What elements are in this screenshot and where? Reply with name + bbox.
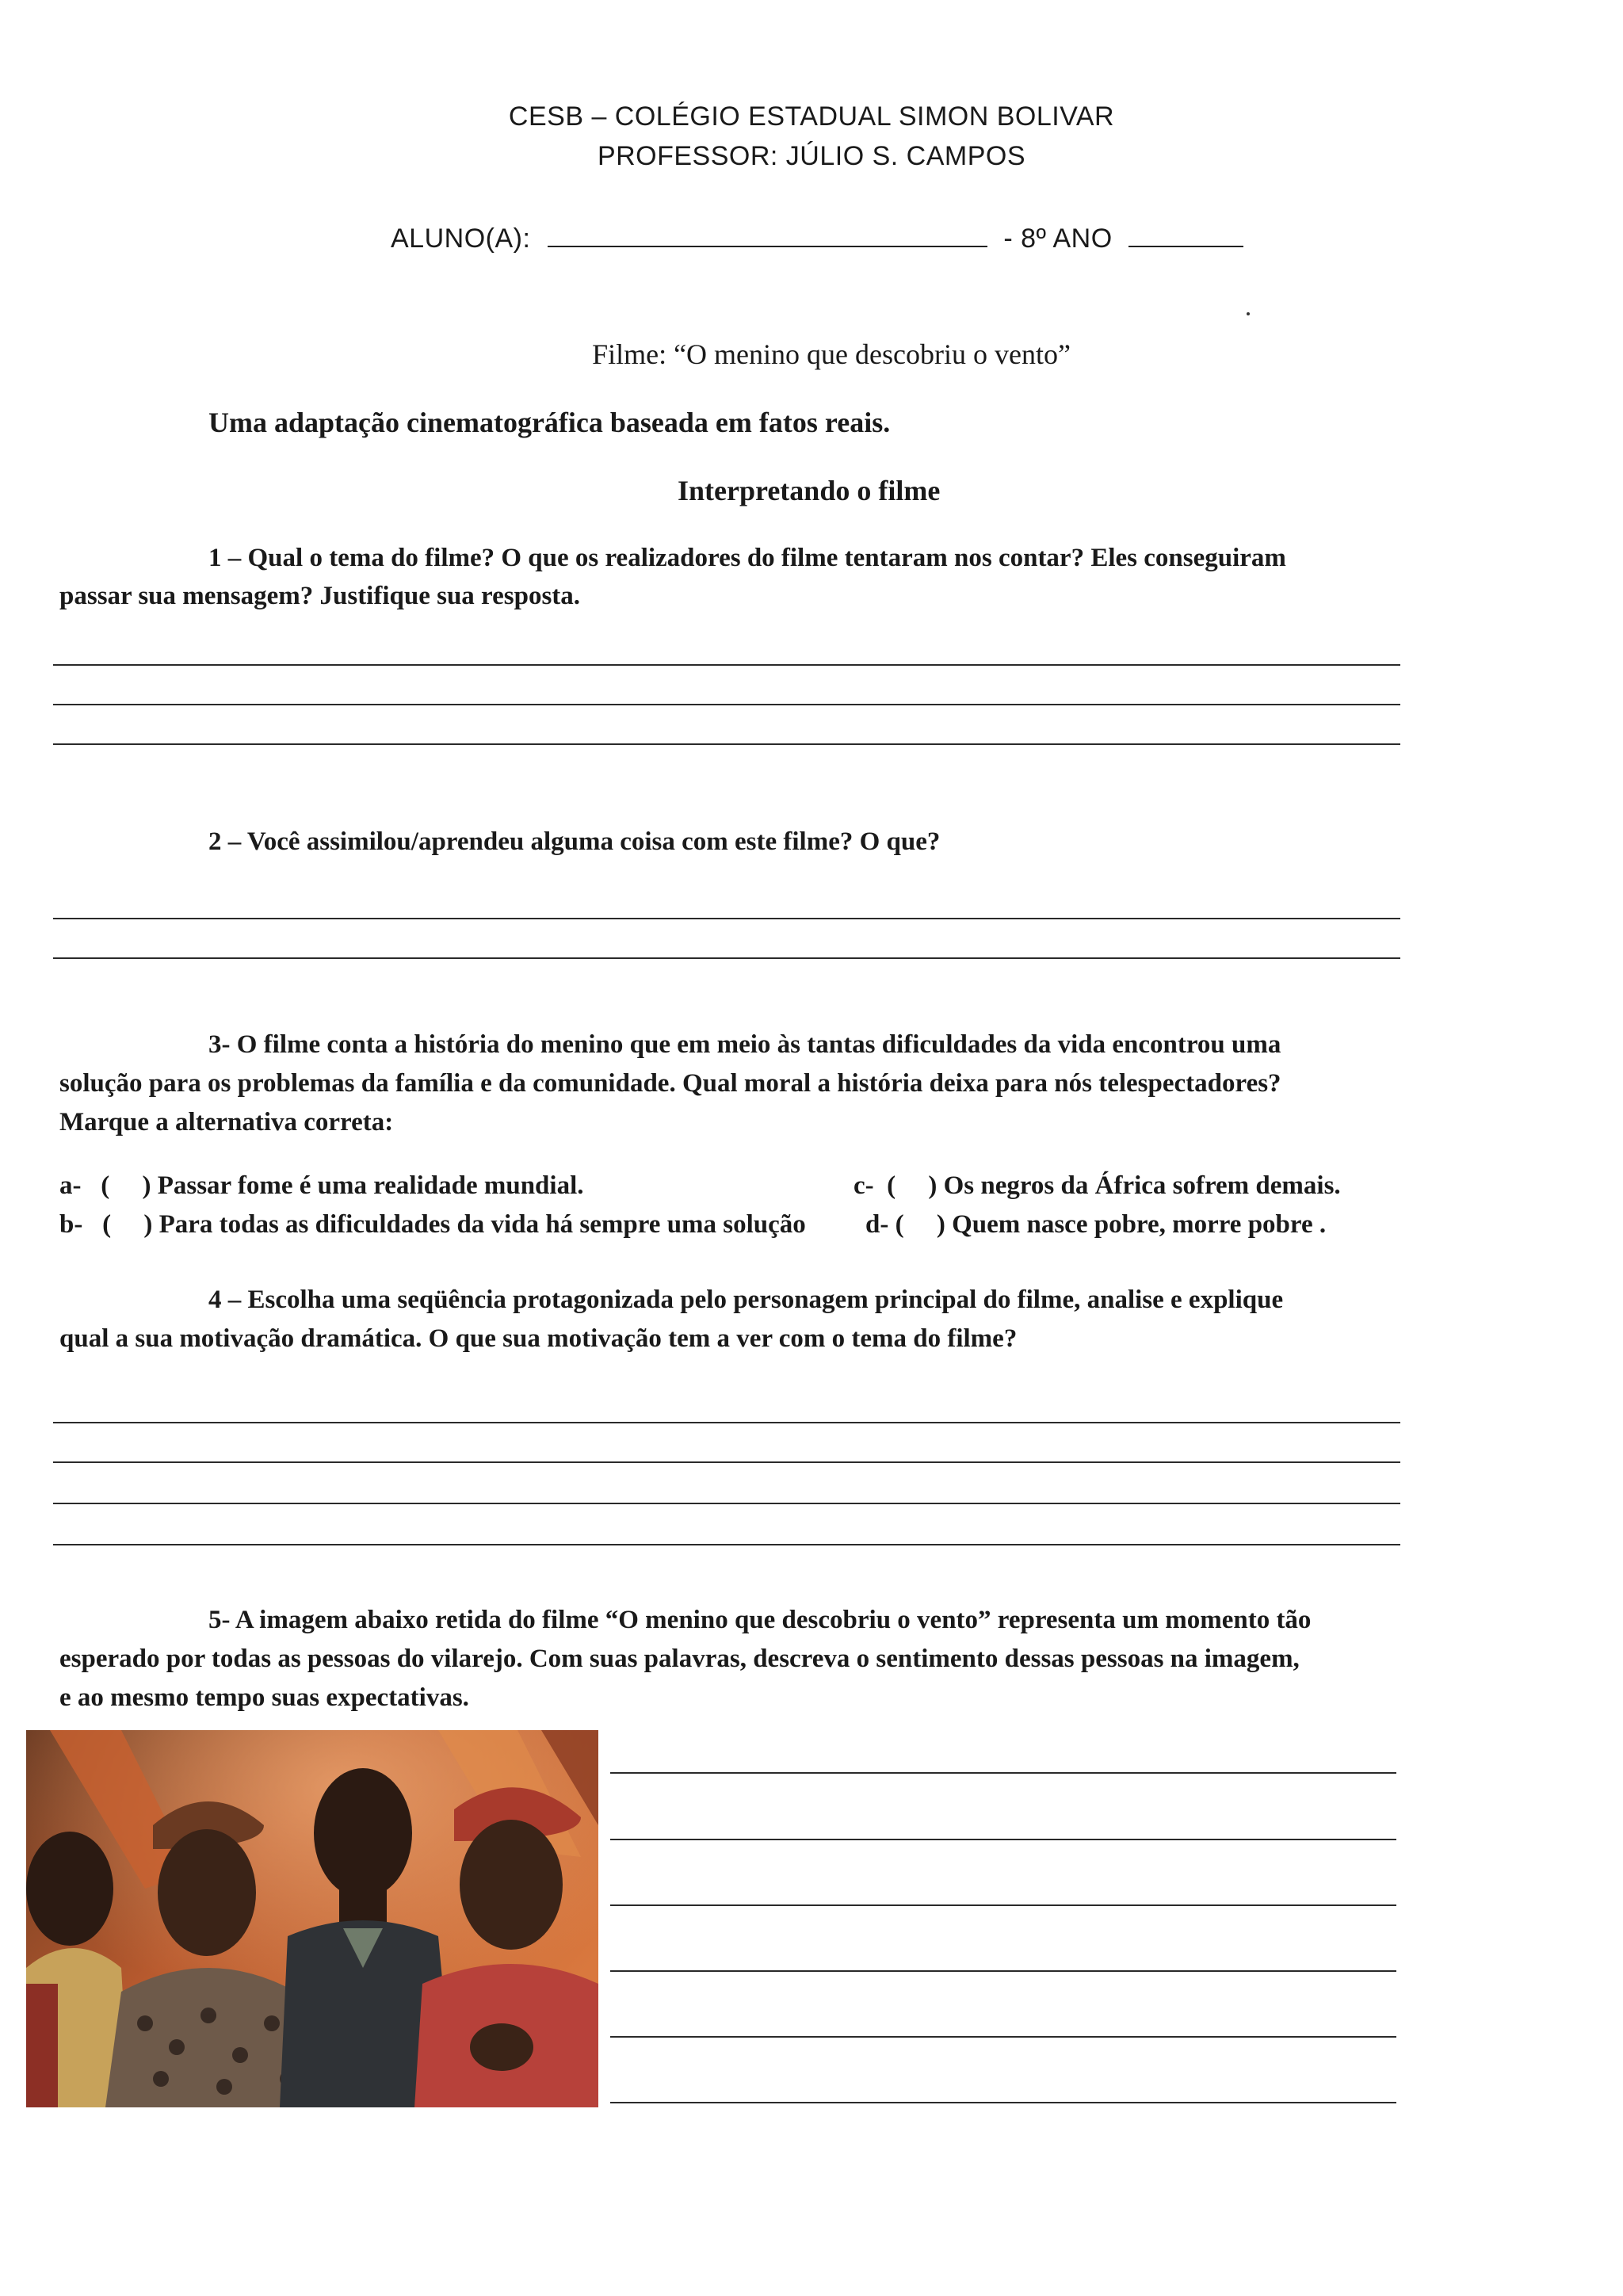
answer-line[interactable] <box>53 664 1400 666</box>
question-3-line-3: Marque a alternativa correta: <box>59 1108 394 1137</box>
question-2: 2 – Você assimilou/aprendeu alguma coisa com este filme? O que? <box>208 827 941 856</box>
film-still-illustration <box>26 1730 598 2107</box>
question-5-line-3: e ao mesmo tempo suas expectativas. <box>59 1683 469 1712</box>
answer-line[interactable] <box>610 1839 1396 1840</box>
option-c[interactable]: c- ( ) Os negros da África sofrem demais. <box>854 1171 1341 1200</box>
question-5-line-2: esperado por todas as pessoas do vilarejo. Com suas palavras, descreva o sentimento dessas pessoas na imagem, <box>59 1645 1300 1673</box>
answer-line[interactable] <box>610 2036 1396 2038</box>
question-3-line-1: 3- O filme conta a história do menino que em meio às tantas dificuldades da vida encontrou uma <box>208 1030 1281 1059</box>
answer-line[interactable] <box>610 1772 1396 1774</box>
answer-line[interactable] <box>53 918 1400 919</box>
film-still-image <box>26 1730 598 2107</box>
student-label: ALUNO(A): <box>391 223 531 254</box>
class-blank[interactable] <box>1128 243 1243 247</box>
answer-line[interactable] <box>53 1422 1400 1423</box>
answer-line[interactable] <box>53 704 1400 705</box>
question-3-line-2: solução para os problemas da família e da comunidade. Qual moral a história deixa para nós telespectadores? <box>59 1069 1281 1098</box>
answer-line[interactable] <box>53 743 1400 745</box>
answer-line[interactable] <box>53 1461 1400 1463</box>
student-name-blank[interactable] <box>548 243 987 247</box>
question-1-line-1: 1 – Qual o tema do filme? O que os realizadores do filme tentaram nos contar? Eles conseguiram <box>208 544 1286 572</box>
stray-dot <box>1247 312 1250 315</box>
question-1-line-2: passar sua mensagem? Justifique sua resposta. <box>59 582 581 610</box>
answer-line[interactable] <box>610 1904 1396 1906</box>
film-subtitle: Uma adaptação cinematográfica baseada em fatos reais. <box>208 407 891 438</box>
answer-line[interactable] <box>53 1544 1400 1545</box>
answer-line[interactable] <box>53 957 1400 959</box>
student-field[interactable] <box>391 223 1243 254</box>
school-name: CESB – COLÉGIO ESTADUAL SIMON BOLIVAR <box>508 101 1115 132</box>
question-4-line-1: 4 – Escolha uma seqüência protagonizada pelo personagem principal do filme, analise e explique <box>208 1286 1284 1314</box>
grade-label: - 8º ANO <box>1003 223 1113 254</box>
option-b[interactable]: b- ( ) Para todas as dificuldades da vida há sempre uma solução <box>59 1210 806 1239</box>
option-a[interactable]: a- ( ) Passar fome é uma realidade mundial. <box>59 1171 584 1200</box>
section-heading: Interpretando o filme <box>678 475 941 506</box>
question-4-line-2: qual a sua motivação dramática. O que sua motivação tem a ver com o tema do filme? <box>59 1324 1018 1353</box>
answer-line[interactable] <box>610 2102 1396 2103</box>
question-5-line-1: 5- A imagem abaixo retida do filme “O menino que descobriu o vento” representa um momento tão <box>208 1606 1312 1634</box>
film-title: Filme: “O menino que descobriu o vento” <box>592 338 1071 370</box>
option-d[interactable]: d- ( ) Quem nasce pobre, morre pobre . <box>865 1210 1327 1239</box>
teacher-name: PROFESSOR: JÚLIO S. CAMPOS <box>597 141 1026 171</box>
answer-line[interactable] <box>53 1503 1400 1504</box>
answer-line[interactable] <box>610 1970 1396 1972</box>
